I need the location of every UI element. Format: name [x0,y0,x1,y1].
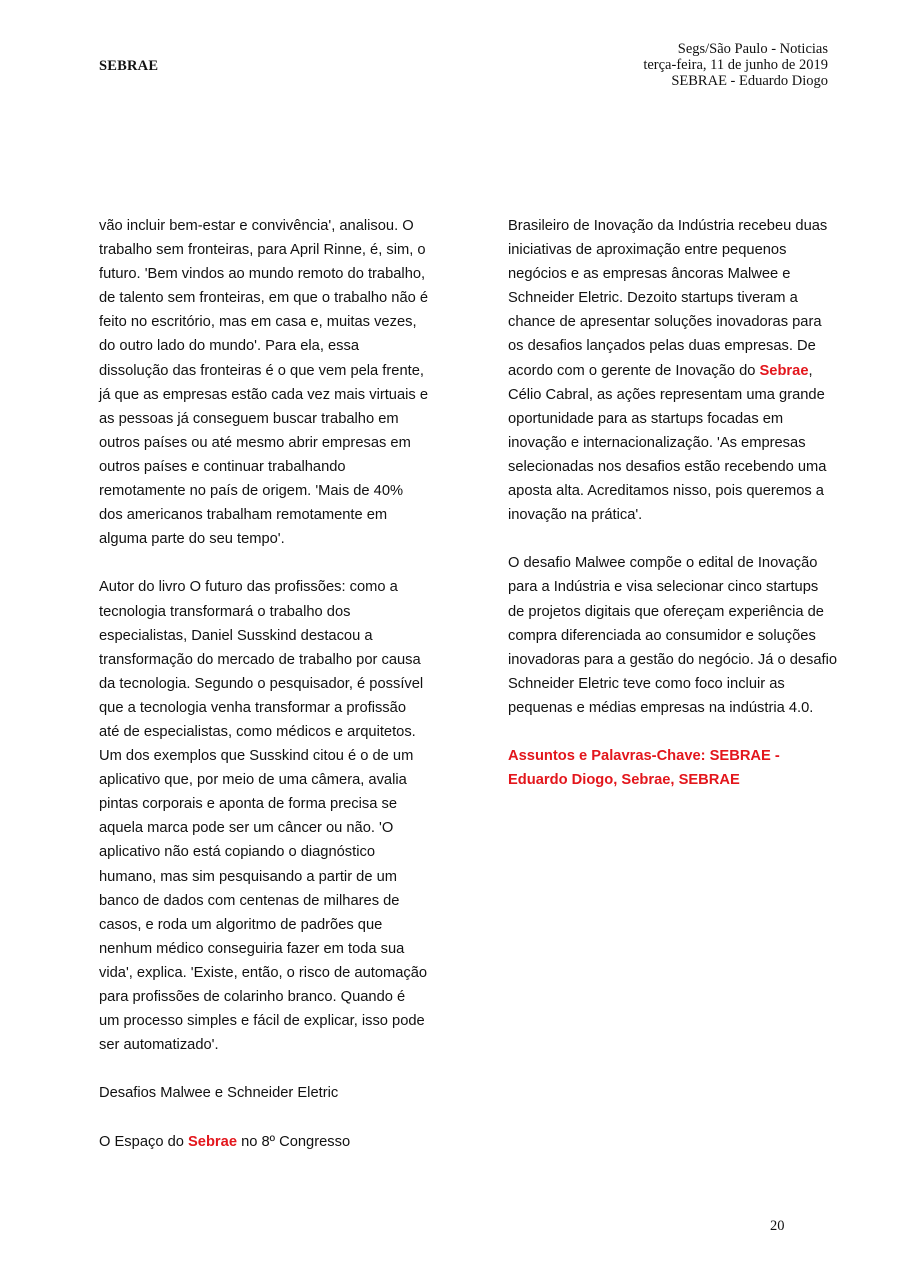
right-column [508,214,838,792]
source-line: Segs/São Paulo - Noticias [677,41,828,57]
left-paragraph-1: vão incluir bem-estar e convivência', analisou. O trabalho sem fronteiras, para April Rinne, é, sim, o futuro. 'Bem vindos ao mundo remoto do trabalho, de talento sem fronteiras, em que o trabalho não é feito no escritório, mas em casa e, muitas vezes, do outro lado do mundo'. Para ela, essa dissolução das fronteiras é o que vem pela frente, já que as empresas estão cada vez mais virtuais e as pessoas já conseguem buscar trabalho em outros países ou até mesmo abrir empresas em outros países e continuar trabalhando remotamente no país de origem. 'Mais de 40% dos americanos trabalham remotamente em alguma parte do seu tempo'. [99,218,429,548]
right-paragraph-1 [508,214,838,527]
left-paragraph-3: Desafios Malwee e Schneider Eletric [99,1085,339,1102]
left-paragraph-2: Autor do livro O futuro das profissões: como a tecnologia transformará o trabalho dos especialistas, Daniel Susskind destacou a transformação do mercado de trabalho por causa da tecnologia. Segundo o pesquisador, é possível que a tecnologia venha transformar a profissão até de especialistas, como médicos e arquitetos. Um dos exemplos que Susskind citou é o de um aplicativo que, por meio de uma câmera, avalia pintas corporais e aponta de forma precisa se aquela marca pode ser um câncer ou não. 'O aplicativo não está copiando o diagnóstico humano, mas sim pesquisando a partir de um banco de dados com centenas de milhares de casos, e roda um algoritmo de padrões que nenhum médico conseguiria fazer em toda sua vida', explica. 'Existe, então, o risco de automação para profissões de colarinho branco. Quando é um processo simples e fácil de explicar, isso pode ser automatizado'. [99,579,428,1054]
page-number: 20 [770,1218,785,1234]
right-paragraph-2: O desafio Malwee compõe o edital de Inovação para a Indústria e visa selecionar cinco startups de projetos digitais que ofereçam experiência de compra diferenciada ao consumidor e soluções inovadoras para a gestão do negócio. Já o desafio Schneider Eletric teve como foco incluir as pequenas e médias empresas na indústria 4.0. [508,555,838,716]
date-line: terça-feira, 11 de junho de 2019 [643,57,828,73]
left-paragraph-4 [99,1130,429,1154]
left-p4-text-b: no 8º Congresso [237,1133,351,1150]
client-line: SEBRAE - Eduardo Diogo [671,73,828,89]
header-meta [643,41,828,89]
keywords: Assuntos e Palavras-Chave: SEBRAE - Eduardo Diogo, Sebrae, SEBRAE [508,748,780,789]
sebrae-highlight: Sebrae [188,1133,237,1150]
right-p1-text-b: , Célio Cabral, as ações representam uma grande oportunidade para as startups focadas em inovação e internacionalização. 'As empresas selecionadas nos desafios estão recebendo uma aposta alta. Acreditamos nisso, pois queremos a inovação na prática'. [508,362,827,524]
sebrae-highlight: Sebrae [759,362,809,379]
brand-title: SEBRAE [99,58,159,74]
left-p4-text-a: O Espaço do [99,1133,188,1150]
left-column [99,214,429,1154]
right-p1-text-a: Brasileiro de Inovação da Indústria recebeu duas iniciativas de aproximação entre pequenos negócios e as empresas âncoras Malwee e Schneider Eletric. Dezoito startups tiveram a chance de apresentar soluções inovadoras para os desafios lançados pelas duas empresas. De acordo com o gerente de Inovação do [508,218,828,379]
